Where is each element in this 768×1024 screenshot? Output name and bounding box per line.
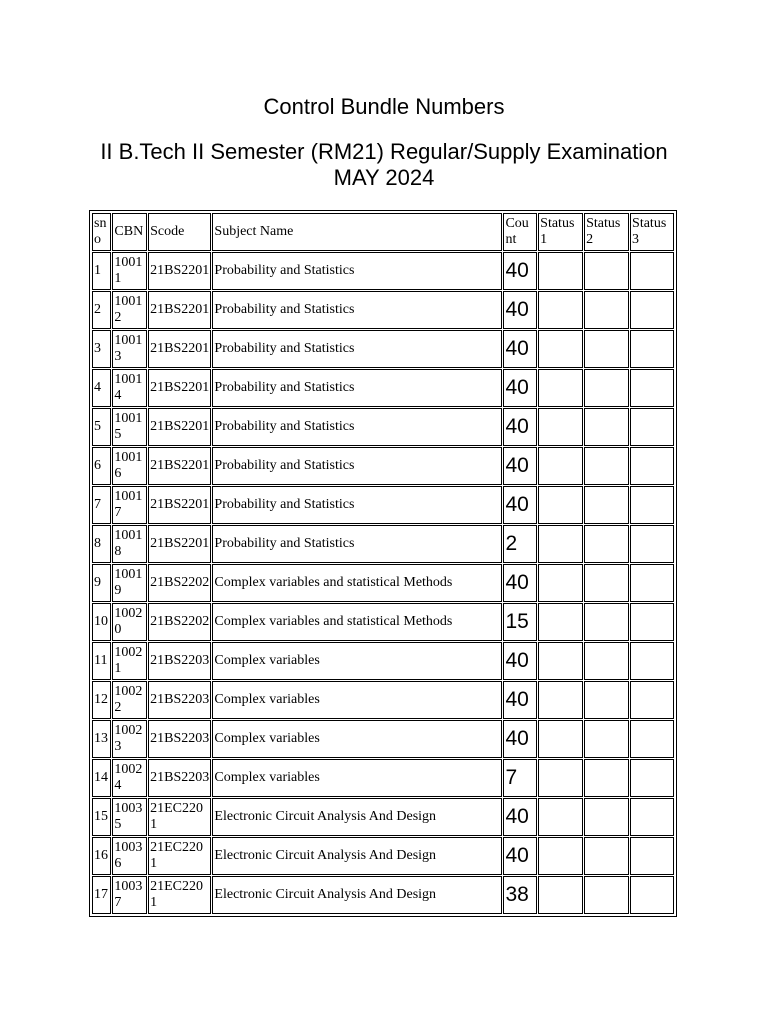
cell-sno: 16 [92,837,111,875]
cell-status-3 [630,291,674,329]
header-cbn: CBN [112,213,147,251]
cell-count: 38 [503,876,537,914]
cell-sno: 7 [92,486,111,524]
cell-scode: 21BS2201 [148,291,211,329]
cell-status-1 [538,252,583,290]
cell-cbn: 10036 [112,837,147,875]
cell-subject-name: Electronic Circuit Analysis And Design [212,876,502,914]
cell-status-3 [630,642,674,680]
header-status-2: Status 2 [584,213,629,251]
cell-status-2 [584,759,629,797]
cell-scode: 21BS2202 [148,564,211,602]
cell-status-3 [630,876,674,914]
cell-status-1 [538,291,583,329]
table-row [92,564,674,602]
table-row [92,681,674,719]
table-row [92,330,674,368]
cell-status-2 [584,837,629,875]
cell-sno: 3 [92,330,111,368]
cell-status-2 [584,603,629,641]
cell-count: 40 [503,798,537,836]
cell-status-1 [538,798,583,836]
table-row [92,525,674,563]
cell-count: 7 [503,759,537,797]
table-row [92,603,674,641]
cell-sno: 10 [92,603,111,641]
cell-status-3 [630,720,674,758]
cell-status-3 [630,369,674,407]
cell-status-1 [538,564,583,602]
cell-subject-name: Electronic Circuit Analysis And Design [212,798,502,836]
cell-sno: 9 [92,564,111,602]
cell-sno: 6 [92,447,111,485]
table-row [92,837,674,875]
cell-subject-name: Probability and Statistics [212,291,502,329]
cell-cbn: 10020 [112,603,147,641]
cell-cbn: 10035 [112,798,147,836]
cell-cbn: 10012 [112,291,147,329]
cell-status-2 [584,252,629,290]
cell-cbn: 10019 [112,564,147,602]
cell-count: 40 [503,408,537,446]
cell-status-3 [630,681,674,719]
cell-subject-name: Complex variables [212,681,502,719]
cell-sno: 15 [92,798,111,836]
table-row [92,408,674,446]
table-row [92,798,674,836]
cell-subject-name: Complex variables and statistical Methods [212,564,502,602]
cell-count: 40 [503,252,537,290]
cell-cbn: 10022 [112,681,147,719]
table-row [92,447,674,485]
cell-status-1 [538,525,583,563]
cell-scode: 21EC2201 [148,876,211,914]
cell-status-1 [538,837,583,875]
cell-subject-name: Probability and Statistics [212,525,502,563]
cell-cbn: 10015 [112,408,147,446]
cell-status-2 [584,720,629,758]
table-body [92,252,674,914]
cell-count: 40 [503,291,537,329]
cell-status-3 [630,447,674,485]
cell-sno: 13 [92,720,111,758]
cell-sno: 17 [92,876,111,914]
cell-status-2 [584,798,629,836]
cell-subject-name: Probability and Statistics [212,408,502,446]
cell-status-1 [538,330,583,368]
cell-status-2 [584,681,629,719]
table-row [92,759,674,797]
cell-status-3 [630,252,674,290]
cell-subject-name: Probability and Statistics [212,447,502,485]
cell-count: 40 [503,330,537,368]
cell-cbn: 10017 [112,486,147,524]
cell-status-1 [538,369,583,407]
cell-cbn: 10021 [112,642,147,680]
table-header-row [92,213,674,251]
cell-subject-name: Complex variables [212,720,502,758]
cell-cbn: 10014 [112,369,147,407]
table-row [92,252,674,290]
cell-scode: 21BS2203 [148,759,211,797]
cell-status-1 [538,447,583,485]
cell-scode: 21BS2201 [148,252,211,290]
cell-scode: 21BS2203 [148,720,211,758]
cell-scode: 21BS2201 [148,486,211,524]
cell-sno: 1 [92,252,111,290]
cell-status-1 [538,720,583,758]
cell-sno: 11 [92,642,111,680]
cell-status-3 [630,525,674,563]
cell-scode: 21BS2203 [148,642,211,680]
table-row [92,720,674,758]
cell-status-3 [630,798,674,836]
cell-scode: 21EC2201 [148,798,211,836]
cell-cbn: 10011 [112,252,147,290]
cell-status-3 [630,837,674,875]
cell-status-2 [584,330,629,368]
cell-count: 40 [503,681,537,719]
cell-status-2 [584,525,629,563]
cell-scode: 21BS2201 [148,447,211,485]
header-count: Count [503,213,537,251]
cell-status-3 [630,603,674,641]
cell-scode: 21BS2201 [148,408,211,446]
cell-status-3 [630,408,674,446]
header-status-3: Status 3 [630,213,674,251]
cell-status-1 [538,642,583,680]
cell-status-2 [584,447,629,485]
cell-status-1 [538,876,583,914]
cell-cbn: 10013 [112,330,147,368]
cell-count: 40 [503,642,537,680]
cell-status-3 [630,330,674,368]
cell-status-1 [538,603,583,641]
cell-status-2 [584,876,629,914]
cell-subject-name: Probability and Statistics [212,330,502,368]
table-row [92,876,674,914]
cell-scode: 21BS2201 [148,330,211,368]
header-scode: Scode [148,213,211,251]
cell-cbn: 10037 [112,876,147,914]
cell-count: 40 [503,720,537,758]
cell-status-3 [630,759,674,797]
bundle-table [91,212,675,915]
cell-scode: 21BS2203 [148,681,211,719]
cell-subject-name: Probability and Statistics [212,252,502,290]
cell-scode: 21EC2201 [148,837,211,875]
cell-subject-name: Probability and Statistics [212,486,502,524]
cell-status-2 [584,291,629,329]
cell-status-2 [584,486,629,524]
cell-sno: 8 [92,525,111,563]
cell-count: 40 [503,447,537,485]
table-row [92,486,674,524]
cell-status-1 [538,759,583,797]
bundle-table-container [89,210,677,917]
cell-cbn: 10024 [112,759,147,797]
cell-cbn: 10018 [112,525,147,563]
table-row [92,291,674,329]
cell-sno: 2 [92,291,111,329]
cell-count: 15 [503,603,537,641]
page-title: Control Bundle Numbers [263,94,505,119]
cell-count: 40 [503,486,537,524]
cell-status-3 [630,486,674,524]
cell-sno: 5 [92,408,111,446]
cell-count: 40 [503,564,537,602]
cell-scode: 21BS2202 [148,603,211,641]
cell-subject-name: Probability and Statistics [212,369,502,407]
cell-scode: 21BS2201 [148,525,211,563]
table-row [92,369,674,407]
cell-cbn: 10023 [112,720,147,758]
cell-count: 40 [503,369,537,407]
cell-sno: 4 [92,369,111,407]
cell-status-2 [584,642,629,680]
cell-status-1 [538,408,583,446]
cell-scode: 21BS2201 [148,369,211,407]
cell-subject-name: Electronic Circuit Analysis And Design [212,837,502,875]
cell-cbn: 10016 [112,447,147,485]
cell-status-1 [538,681,583,719]
header-subject-name: Subject Name [212,213,502,251]
cell-subject-name: Complex variables [212,642,502,680]
cell-status-2 [584,564,629,602]
cell-status-3 [630,564,674,602]
cell-sno: 12 [92,681,111,719]
table-row [92,642,674,680]
page-subtitle: II B.Tech II Semester (RM21) Regular/Supply Examination MAY 2024 [100,139,668,190]
cell-count: 40 [503,837,537,875]
cell-sno: 14 [92,759,111,797]
cell-count: 2 [503,525,537,563]
cell-status-2 [584,369,629,407]
cell-status-2 [584,408,629,446]
cell-status-1 [538,486,583,524]
cell-subject-name: Complex variables [212,759,502,797]
header-sno: sno [92,213,111,251]
header-status-1: Status 1 [538,213,583,251]
cell-subject-name: Complex variables and statistical Methods [212,603,502,641]
